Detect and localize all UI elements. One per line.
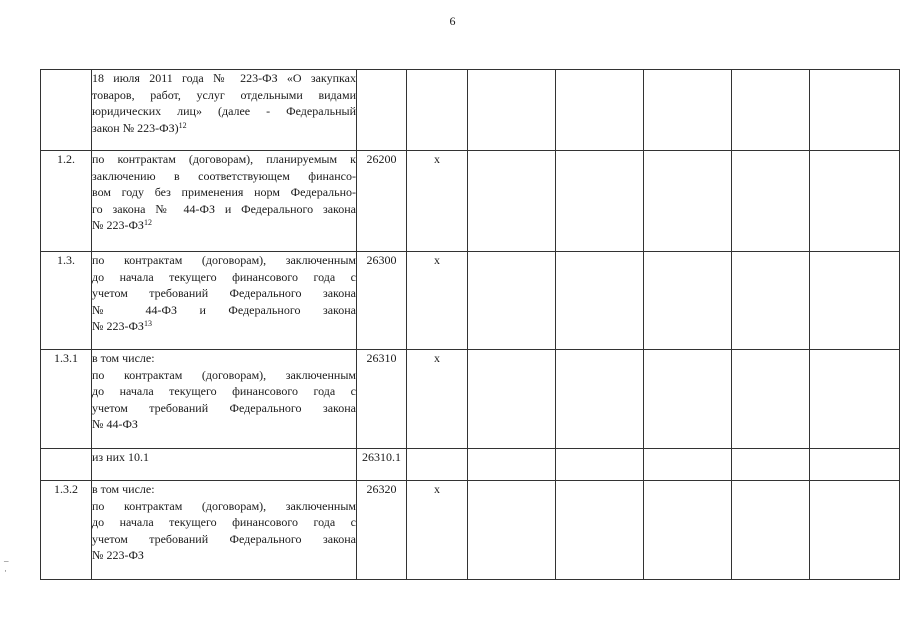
- line-code-cell: 26310: [357, 350, 407, 449]
- description-text: вом году без применения норм Федерально-: [92, 185, 356, 199]
- empty-value-cell: [644, 449, 732, 481]
- table-row: [41, 151, 900, 252]
- table-row: [41, 70, 900, 151]
- empty-value-cell: [644, 70, 732, 151]
- empty-value-cell: [468, 481, 556, 580]
- empty-value-cell: [810, 151, 900, 252]
- footnote-marker: 13: [143, 319, 152, 328]
- x-mark-cell: x: [407, 481, 468, 580]
- empty-value-cell: [468, 252, 556, 350]
- description-line: [92, 151, 356, 168]
- empty-value-cell: [810, 252, 900, 350]
- document-table: [40, 69, 900, 580]
- description-line: [92, 514, 356, 531]
- footnote-marker: 12: [143, 218, 152, 227]
- line-code-cell: 26200: [357, 151, 407, 252]
- description-text: в том числе:: [92, 351, 155, 365]
- description-text: до начала текущего финансового года с: [92, 269, 356, 284]
- description-text: в том числе:: [92, 482, 155, 496]
- description-cell: [92, 350, 357, 449]
- description-text: по контрактам (договорам), планируемым к: [92, 152, 356, 166]
- x-mark-cell: [407, 449, 468, 481]
- description-line: [92, 87, 356, 104]
- description-line: [92, 201, 356, 218]
- description-text: до начала текущего финансового года с: [92, 384, 356, 398]
- empty-value-cell: [644, 481, 732, 580]
- description-text: по контрактам (договорам), заключенным: [92, 367, 356, 382]
- row-number-cell: [41, 70, 92, 151]
- empty-value-cell: [732, 252, 810, 350]
- description-text: по контрактам (договорам), заключенным: [92, 498, 356, 513]
- description-line: [92, 252, 356, 269]
- description-text: № 44-ФЗ и Федерального закона: [92, 302, 356, 317]
- description-text: № 223-ФЗ: [92, 218, 144, 232]
- description-line: [92, 350, 356, 367]
- description-text: по контрактам (договорам), заключенным: [92, 253, 356, 267]
- empty-value-cell: [468, 350, 556, 449]
- x-mark-cell: x: [407, 252, 468, 350]
- x-mark-cell: x: [407, 350, 468, 449]
- description-line: [92, 184, 356, 201]
- description-text: из них 10.1: [92, 450, 150, 464]
- description-text: 18 июля 2011 года № 223-ФЗ «О закупках: [92, 71, 356, 85]
- description-line: [92, 416, 356, 433]
- empty-value-cell: [810, 350, 900, 449]
- line-code-cell: 26310.1: [357, 449, 407, 481]
- description-text: № 223-ФЗ: [92, 319, 144, 333]
- description-text: юридических лиц» (далее - Федеральный: [92, 104, 356, 118]
- line-code-cell: 26300: [357, 252, 407, 350]
- empty-value-cell: [468, 151, 556, 252]
- table-row: [41, 481, 900, 580]
- empty-value-cell: [468, 70, 556, 151]
- description-cell: [92, 151, 357, 252]
- description-text: заключению в соответствующем финансо-: [92, 168, 356, 183]
- empty-value-cell: [810, 70, 900, 151]
- row-number-cell: 1.3.2: [41, 481, 92, 580]
- line-code-cell: [357, 70, 407, 151]
- margin-mark: – ·: [4, 556, 9, 576]
- row-number-cell: 1.3.1: [41, 350, 92, 449]
- description-line: [92, 498, 356, 515]
- description-line: [92, 481, 356, 498]
- row-number-cell: 1.2.: [41, 151, 92, 252]
- empty-value-cell: [732, 449, 810, 481]
- description-line: [92, 285, 356, 302]
- description-line: [92, 449, 356, 466]
- description-line: [92, 168, 356, 185]
- empty-value-cell: [556, 481, 644, 580]
- empty-value-cell: [810, 449, 900, 481]
- description-line: [92, 217, 356, 234]
- description-line: [92, 70, 356, 87]
- empty-value-cell: [556, 350, 644, 449]
- empty-value-cell: [732, 70, 810, 151]
- footnote-marker: 12: [178, 120, 187, 130]
- description-text: № 223-ФЗ: [92, 548, 144, 562]
- description-line: [92, 302, 356, 319]
- description-cell: [92, 70, 357, 151]
- empty-value-cell: [732, 350, 810, 449]
- description-line: [92, 120, 356, 137]
- empty-value-cell: [732, 151, 810, 252]
- empty-value-cell: [556, 252, 644, 350]
- row-number-cell: [41, 449, 92, 481]
- description-text: до начала текущего финансового года с: [92, 515, 356, 529]
- x-mark-cell: [407, 70, 468, 151]
- description-line: [92, 318, 356, 335]
- description-text: учетом требований Федерального закона: [92, 531, 356, 546]
- description-line: [92, 103, 356, 120]
- empty-value-cell: [468, 449, 556, 481]
- description-text: учетом требований Федерального закона: [92, 286, 356, 300]
- description-line: [92, 383, 356, 400]
- line-code-cell: 26320: [357, 481, 407, 580]
- table-row: [41, 252, 900, 350]
- description-text: № 44-ФЗ: [92, 417, 138, 431]
- description-line: [92, 547, 356, 564]
- empty-value-cell: [556, 151, 644, 252]
- empty-value-cell: [810, 481, 900, 580]
- description-cell: [92, 252, 357, 350]
- empty-value-cell: [732, 481, 810, 580]
- description-text: товаров, работ, услуг отдельными видами: [92, 87, 356, 102]
- empty-value-cell: [644, 252, 732, 350]
- description-line: [92, 367, 356, 384]
- description-line: [92, 269, 356, 286]
- row-number-cell: 1.3.: [41, 252, 92, 350]
- empty-value-cell: [644, 151, 732, 252]
- description-line: [92, 531, 356, 548]
- empty-value-cell: [644, 350, 732, 449]
- description-text: закон № 223-ФЗ): [92, 120, 179, 135]
- page-number: 6: [449, 14, 456, 28]
- empty-value-cell: [556, 70, 644, 151]
- description-cell: [92, 449, 357, 481]
- description-text: го закона № 44-ФЗ и Федерального закона: [92, 201, 356, 216]
- description-text: учетом требований Федерального закона: [92, 400, 356, 415]
- empty-value-cell: [556, 449, 644, 481]
- description-cell: [92, 481, 357, 580]
- description-line: [92, 400, 356, 417]
- table-row: [41, 449, 900, 481]
- x-mark-cell: x: [407, 151, 468, 252]
- table-row: [41, 350, 900, 449]
